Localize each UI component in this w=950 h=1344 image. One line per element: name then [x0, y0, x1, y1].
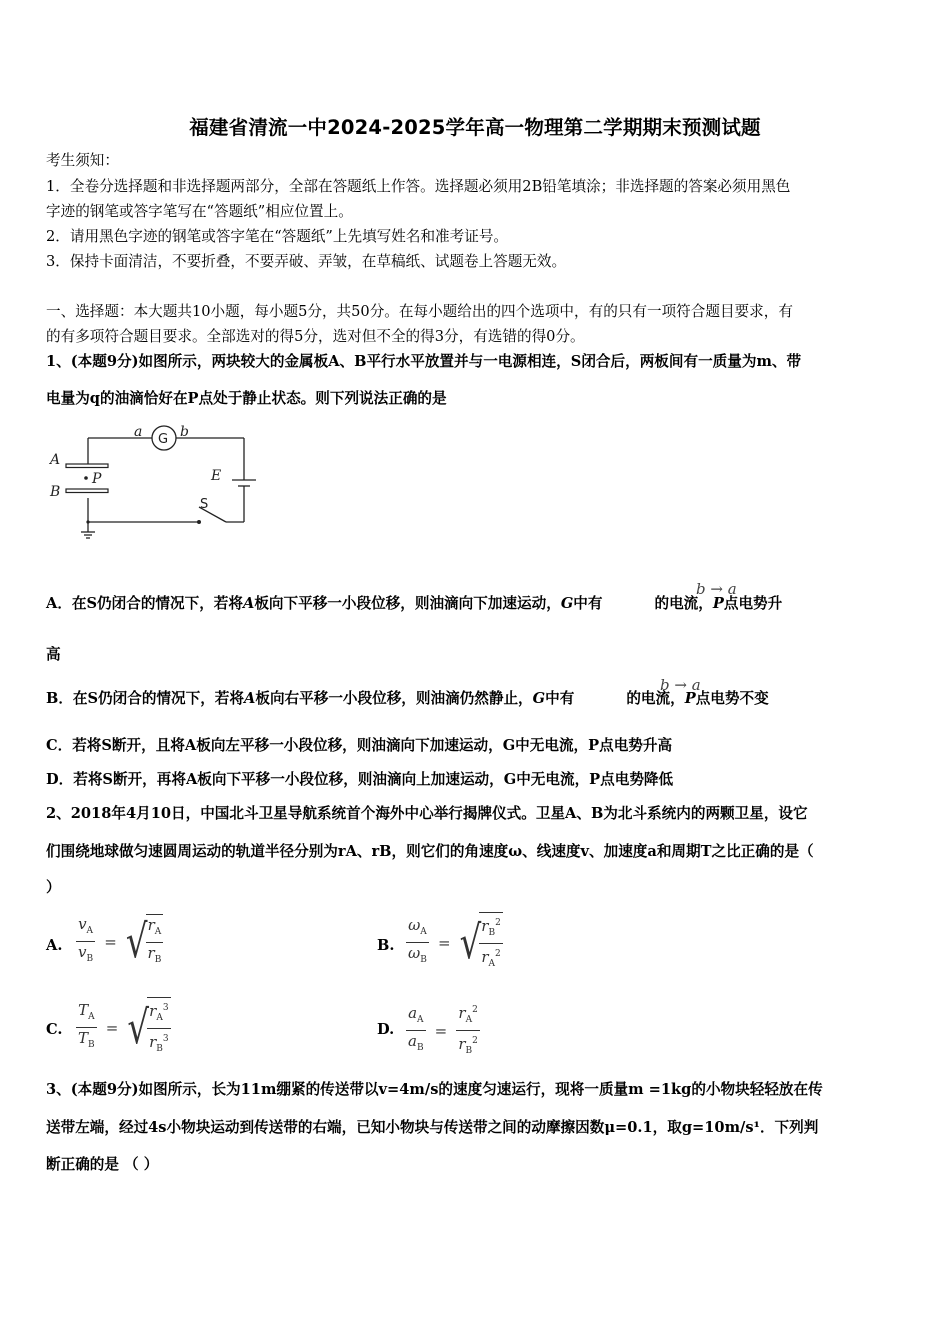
q1-option-d: D．若将S断开，再将A板向下平移一小段位移，则油滴向上加速运动，G中无电流，P点电势降低: [46, 771, 674, 788]
q3-stem-line2: 送带左端，经过4s小物块运动到传送带的右端，已知小物块与传送带之间的动摩擦因数μ=0.1，取g=10m/s¹．下列判: [46, 1119, 819, 1136]
q2-option-b-formula: $\frac{\omega_A}{\omega_B}$ = √ $\frac{r_B^2}{r_A^2}$: [406, 912, 503, 973]
q1-stem-line1: 1、(本题9分)如图所示，两块较大的金属板A、B平行水平放置并与一电源相连，S闭合后，两板间有一质量为m、带: [46, 353, 802, 370]
label-g: G: [158, 432, 169, 447]
circuit-diagram: [46, 420, 266, 545]
plate-a: [66, 464, 108, 468]
section1-line1: 一、选择题：本大题共10小题，每小题5分，共50分。在每小题给出的四个选项中，有的只有一项符合题目要求，有: [46, 303, 793, 320]
label-e: E: [211, 468, 222, 484]
q1-option-a-line2: 高: [46, 646, 61, 663]
label-a: a: [134, 424, 143, 440]
q3-stem-line1: 3、(本题9分)如图所示，长为11m绷紧的传送带以v=4m/s的速度匀速运行，现将一质量m =1kg的小物块轻轻放在传: [46, 1081, 823, 1098]
label-s: S: [200, 497, 209, 512]
plate-b: [66, 489, 108, 493]
label-p: P: [92, 471, 102, 487]
q1-option-b-current: b → a: [660, 676, 701, 694]
q2-stem-line2: 们围绕地球做匀速圆周运动的轨道半径分别为rA、rB，则它们的角速度ω、线速度v、加速度a和周期T之比正确的是（: [46, 843, 814, 860]
q2-option-c-formula: $\frac{T_A}{T_B}$ = √ $\frac{r_A^3}{r_B^3}$: [76, 997, 171, 1058]
q2-option-c-label: C.: [46, 1021, 63, 1038]
q2-option-d-formula: $\frac{a_A}{a_B}$ = $\frac{r_A^2}{r_B^2}$: [406, 1001, 480, 1060]
notice-item-1-line2: 字迹的钢笔或答字笔写在“答题纸”相应位置上。: [46, 203, 353, 220]
q2-stem-line3: ）: [46, 879, 61, 896]
q2-option-a-label: A.: [46, 937, 63, 954]
label-b-small: b: [180, 424, 189, 440]
notice-heading: 考生须知：: [46, 152, 119, 169]
q2-stem-line1: 2、2018年4月10日，中国北斗卫星导航系统首个海外中心举行揭牌仪式。卫星A、B为北斗系统内的两颗卫星，设它: [46, 805, 808, 822]
q2-option-a-formula: $\frac{v_A}{v_B}$ = √ $\frac{r_A}{r_B}$: [78, 914, 162, 969]
notice-item-2: 2．请用黑色字迹的钢笔或答字笔在“答题纸”上先填写姓名和准考证号。: [46, 228, 509, 245]
label-plate-a: A: [50, 452, 61, 468]
q1-option-a-current: b → a: [696, 580, 737, 598]
page-title: 福建省清流一中2024-2025学年高一物理第二学期期末预测试题: [189, 116, 761, 139]
q1-stem-line2: 电量为q的油滴恰好在P点处于静止状态。则下列说法正确的是: [46, 390, 447, 407]
notice-item-1-line1: 1．全卷分选择题和非选择题两部分，全部在答题纸上作答。选择题必须用2B铅笔填涂；非选择题的答案必须用黑色: [46, 178, 791, 195]
q2-option-b-label: B.: [377, 937, 395, 954]
q2-option-d-label: D.: [377, 1021, 395, 1038]
q1-option-a: A．在S仍闭合的情况下，若将A板向下平移一小段位移，则油滴向下加速运动，G中有 的电流，P点电势升: [46, 595, 783, 612]
q1-option-b: B．在S仍闭合的情况下，若将A板向右平移一小段位移，则油滴仍然静止，G中有 的电流，P点电势不变: [46, 690, 769, 707]
label-plate-b: B: [50, 484, 61, 500]
q3-stem-line3: 断正确的是 （ ）: [46, 1156, 159, 1173]
q1-option-c: C．若将S断开，且将A板向左平移一小段位移，则油滴向下加速运动，G中无电流，P点电势升高: [46, 737, 673, 754]
point-p: [84, 476, 88, 480]
notice-item-3: 3．保持卡面清洁，不要折叠，不要弄破、弄皱，在草稿纸、试题卷上答题无效。: [46, 253, 567, 270]
section1-line2: 的有多项符合题目要求。全部选对的得5分，选对但不全的得3分，有选错的得0分。: [46, 328, 585, 345]
